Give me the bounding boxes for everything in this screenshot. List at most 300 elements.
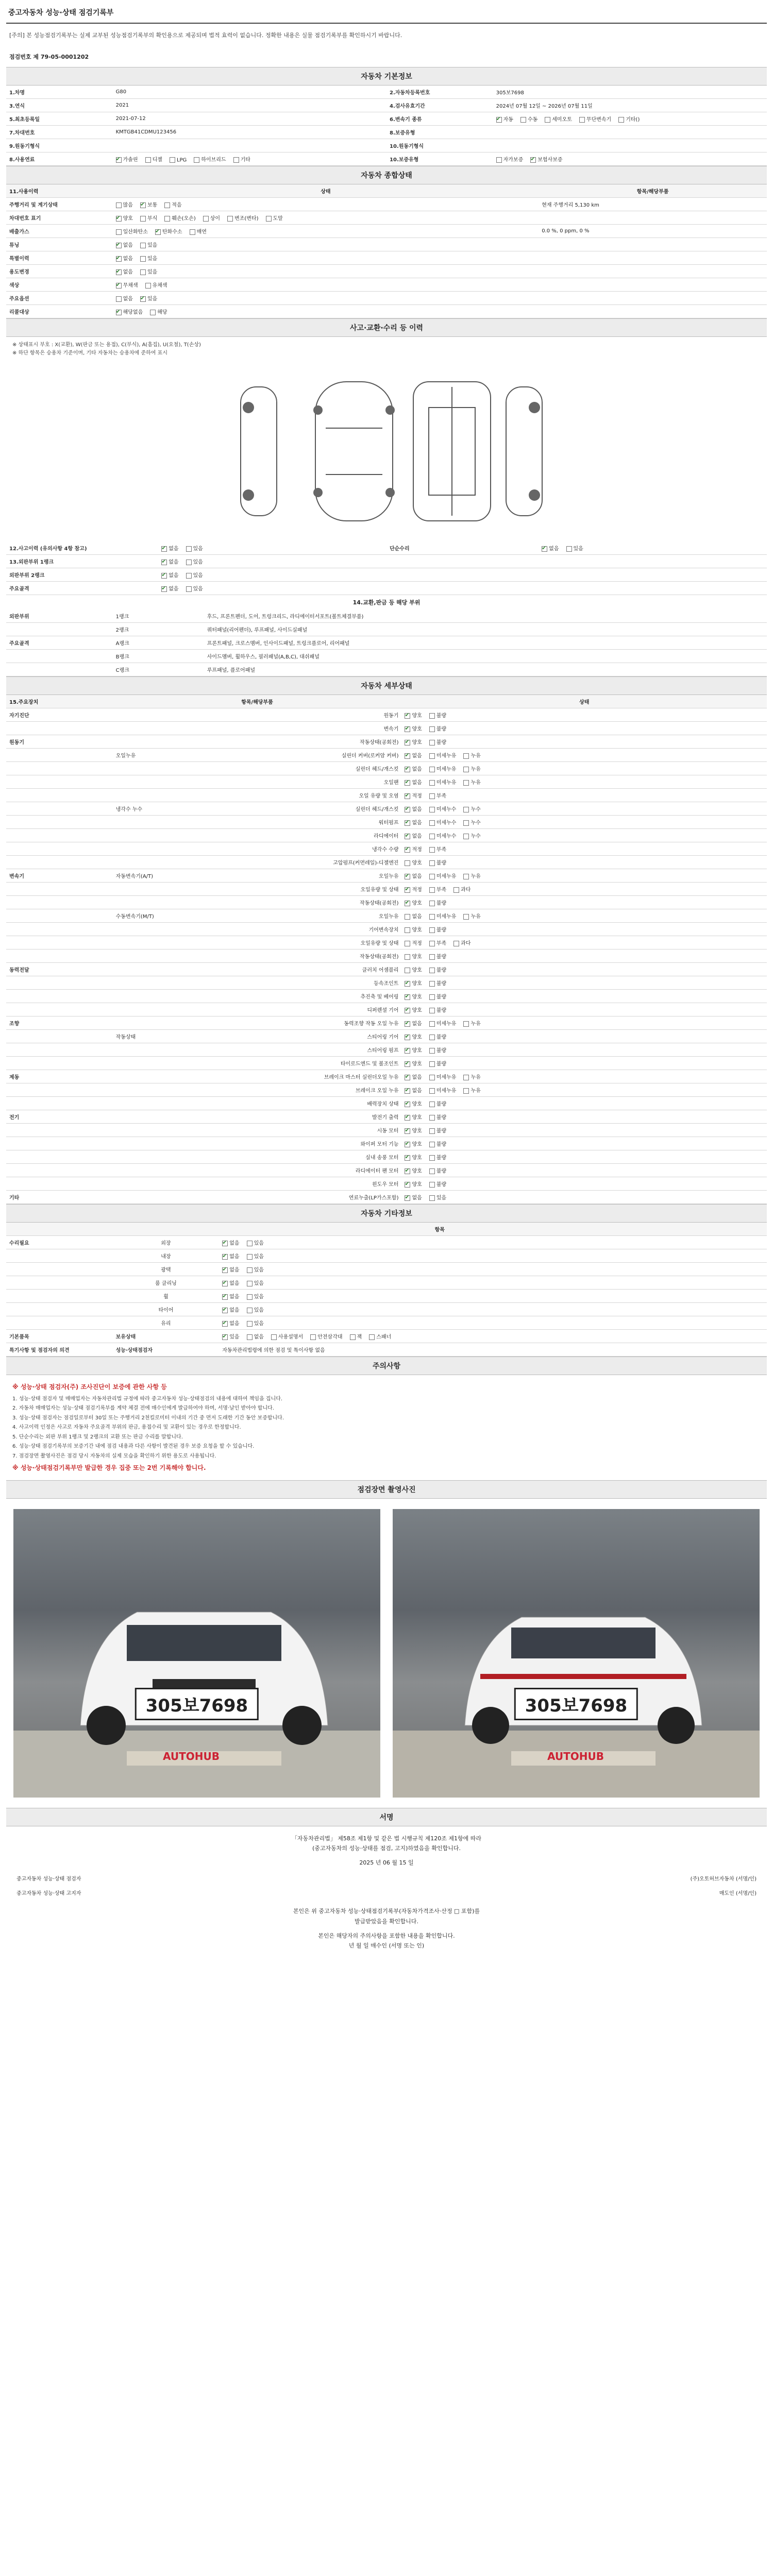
option[interactable] [247,1239,264,1246]
option[interactable] [116,155,138,163]
checkbox[interactable] [429,901,435,906]
checkbox[interactable] [140,296,146,302]
checkbox[interactable] [247,1334,253,1340]
checkbox[interactable] [405,834,410,839]
option[interactable] [203,214,220,222]
checkbox[interactable] [429,713,435,719]
checkbox[interactable] [463,807,469,812]
checkbox[interactable] [618,117,624,123]
option[interactable] [453,885,470,893]
option[interactable] [429,1059,446,1067]
option[interactable] [463,1019,480,1027]
checkbox[interactable] [405,1035,410,1040]
checkbox[interactable] [405,914,410,920]
checkbox[interactable] [405,1048,410,1054]
option[interactable] [271,1332,303,1340]
checkbox[interactable] [429,1115,435,1121]
option[interactable] [463,872,480,879]
checkbox[interactable] [161,586,167,592]
option[interactable] [429,1032,446,1040]
option[interactable] [429,832,457,839]
checkbox[interactable] [463,820,469,826]
option[interactable] [405,1046,422,1054]
option[interactable] [247,1252,264,1260]
option[interactable] [190,227,207,235]
checkbox[interactable] [405,1115,410,1121]
option[interactable] [405,738,422,745]
checkbox[interactable] [429,927,435,933]
checkbox[interactable] [222,1281,228,1286]
option[interactable] [405,724,422,732]
checkbox[interactable] [233,157,239,163]
option[interactable] [222,1252,239,1260]
checkbox[interactable] [405,1155,410,1161]
option[interactable] [405,965,422,973]
checkbox[interactable] [429,954,435,960]
checkbox[interactable] [247,1308,253,1313]
checkbox[interactable] [405,1182,410,1188]
checkbox[interactable] [140,256,146,262]
option[interactable] [247,1265,264,1273]
checkbox[interactable] [116,256,122,262]
option[interactable] [566,544,583,552]
option[interactable] [405,858,422,866]
checkbox[interactable] [405,767,410,772]
option[interactable] [429,925,446,933]
option[interactable] [405,818,422,826]
checkbox[interactable] [116,202,122,208]
checkbox[interactable] [369,1334,375,1340]
option[interactable] [429,1046,446,1054]
checkbox[interactable] [227,216,233,222]
option[interactable] [164,200,181,208]
option[interactable] [429,738,446,745]
checkbox[interactable] [429,1088,435,1094]
option[interactable] [463,778,480,786]
option[interactable] [429,858,446,866]
checkbox[interactable] [463,767,469,772]
checkbox[interactable] [429,968,435,973]
checkbox[interactable] [222,1241,228,1246]
checkbox[interactable] [186,586,192,592]
checkbox[interactable] [429,820,435,826]
option[interactable] [429,1140,446,1147]
option[interactable] [429,1180,446,1188]
checkbox[interactable] [247,1281,253,1286]
option[interactable] [429,1006,446,1013]
option[interactable] [164,214,195,222]
checkbox[interactable] [155,229,161,235]
checkbox[interactable] [405,981,410,987]
checkbox[interactable] [405,740,410,745]
option[interactable] [429,965,446,973]
option[interactable] [429,1126,446,1134]
option[interactable] [405,1140,422,1147]
checkbox[interactable] [405,807,410,812]
checkbox[interactable] [222,1254,228,1260]
checkbox[interactable] [496,117,502,123]
checkbox[interactable] [496,157,502,163]
checkbox[interactable] [186,573,192,579]
option[interactable] [429,912,457,920]
option[interactable] [405,925,422,933]
option[interactable] [530,155,562,163]
checkbox[interactable] [405,1168,410,1174]
checkbox[interactable] [405,941,410,946]
option[interactable] [429,885,446,893]
checkbox[interactable] [429,1195,435,1201]
option[interactable] [116,281,138,289]
option[interactable] [463,832,480,839]
option[interactable] [161,571,178,579]
option[interactable] [405,832,422,839]
option[interactable] [463,1073,480,1080]
checkbox[interactable] [405,887,410,893]
option[interactable] [247,1292,264,1300]
option[interactable] [405,711,422,719]
option[interactable] [405,992,422,1000]
checkbox[interactable] [186,546,192,552]
option[interactable] [463,765,480,772]
option[interactable] [222,1265,239,1273]
option[interactable] [405,899,422,906]
checkbox[interactable] [161,573,167,579]
checkbox[interactable] [161,546,167,552]
option[interactable] [140,241,157,248]
option[interactable] [496,115,513,123]
checkbox[interactable] [429,807,435,812]
checkbox[interactable] [429,1048,435,1054]
checkbox[interactable] [222,1334,228,1340]
option[interactable] [194,155,226,163]
option[interactable] [405,1059,422,1067]
checkbox[interactable] [405,874,410,879]
checkbox[interactable] [405,713,410,719]
checkbox[interactable] [429,1035,435,1040]
checkbox[interactable] [429,780,435,786]
checkbox[interactable] [222,1308,228,1313]
option[interactable] [140,294,157,302]
checkbox[interactable] [463,780,469,786]
checkbox[interactable] [463,834,469,839]
checkbox[interactable] [429,860,435,866]
checkbox[interactable] [429,1008,435,1013]
option[interactable] [155,227,182,235]
checkbox[interactable] [463,1075,469,1080]
checkbox[interactable] [429,1075,435,1080]
option[interactable] [405,885,422,893]
checkbox[interactable] [429,994,435,1000]
checkbox[interactable] [405,927,410,933]
option[interactable] [186,584,203,592]
checkbox[interactable] [186,560,192,565]
checkbox[interactable] [463,753,469,759]
checkbox[interactable] [161,560,167,565]
checkbox[interactable] [530,157,536,163]
option[interactable] [429,1193,446,1201]
checkbox[interactable] [405,1075,410,1080]
checkbox[interactable] [429,1142,435,1147]
option[interactable] [429,872,457,879]
checkbox[interactable] [453,941,459,946]
option[interactable] [429,765,457,772]
checkbox[interactable] [579,117,585,123]
checkbox[interactable] [429,1182,435,1188]
checkbox[interactable] [350,1334,356,1340]
option[interactable] [150,308,167,315]
option[interactable] [247,1279,264,1286]
checkbox[interactable] [203,216,209,222]
checkbox[interactable] [247,1294,253,1300]
option[interactable] [429,805,457,812]
checkbox[interactable] [429,887,435,893]
option[interactable] [350,1332,362,1340]
option[interactable] [161,557,178,565]
checkbox[interactable] [405,847,410,853]
option[interactable] [405,1006,422,1013]
checkbox[interactable] [429,874,435,879]
option[interactable] [405,805,422,812]
checkbox[interactable] [170,157,175,163]
checkbox[interactable] [247,1254,253,1260]
option[interactable] [429,1099,446,1107]
option[interactable] [405,1166,422,1174]
checkbox[interactable] [429,1101,435,1107]
checkbox[interactable] [190,229,195,235]
option[interactable] [405,872,422,879]
option[interactable] [429,992,446,1000]
checkbox[interactable] [429,767,435,772]
checkbox[interactable] [116,216,122,222]
checkbox[interactable] [145,283,151,289]
checkbox[interactable] [247,1267,253,1273]
checkbox[interactable] [140,269,146,275]
option[interactable] [116,294,133,302]
option[interactable] [429,939,446,946]
checkbox[interactable] [429,726,435,732]
option[interactable] [405,765,422,772]
option[interactable] [161,584,178,592]
checkbox[interactable] [453,887,459,893]
checkbox[interactable] [405,1142,410,1147]
option[interactable] [369,1332,391,1340]
option[interactable] [405,1153,422,1161]
checkbox[interactable] [545,117,550,123]
option[interactable] [186,571,203,579]
option[interactable] [233,155,250,163]
option[interactable] [429,1073,457,1080]
option[interactable] [405,912,422,920]
checkbox[interactable] [429,1061,435,1067]
option[interactable] [405,939,422,946]
option[interactable] [405,791,422,799]
checkbox[interactable] [140,202,146,208]
checkbox[interactable] [463,1021,469,1027]
option[interactable] [116,214,133,222]
checkbox[interactable] [405,1101,410,1107]
option[interactable] [463,912,480,920]
checkbox[interactable] [116,229,122,235]
checkbox[interactable] [247,1321,253,1327]
checkbox[interactable] [150,310,156,315]
option[interactable] [405,1113,422,1121]
checkbox[interactable] [405,820,410,826]
option[interactable] [405,778,422,786]
option[interactable] [429,952,446,960]
checkbox[interactable] [405,726,410,732]
option[interactable] [405,1099,422,1107]
checkbox[interactable] [463,1088,469,1094]
checkbox[interactable] [405,968,410,973]
option[interactable] [429,1166,446,1174]
option[interactable] [247,1319,264,1327]
option[interactable] [429,1153,446,1161]
option[interactable] [222,1319,239,1327]
option[interactable] [161,544,178,552]
option[interactable] [140,254,157,262]
option[interactable] [405,952,422,960]
checkbox[interactable] [116,296,122,302]
checkbox[interactable] [405,1061,410,1067]
option[interactable] [405,751,422,759]
option[interactable] [140,214,157,222]
option[interactable] [429,899,446,906]
checkbox[interactable] [520,117,526,123]
checkbox[interactable] [429,941,435,946]
checkbox[interactable] [116,243,122,248]
option[interactable] [116,254,133,262]
checkbox[interactable] [271,1334,277,1340]
option[interactable] [140,200,157,208]
checkbox[interactable] [145,157,151,163]
option[interactable] [186,557,203,565]
checkbox[interactable] [405,780,410,786]
checkbox[interactable] [116,157,122,163]
option[interactable] [429,778,457,786]
option[interactable] [463,751,480,759]
checkbox[interactable] [566,546,572,552]
option[interactable] [545,115,572,123]
checkbox[interactable] [140,216,146,222]
checkbox[interactable] [429,1155,435,1161]
option[interactable] [429,724,446,732]
checkbox[interactable] [429,1128,435,1134]
checkbox[interactable] [405,793,410,799]
option[interactable] [429,1086,457,1094]
option[interactable] [405,979,422,987]
option[interactable] [463,805,480,812]
option[interactable] [222,1239,239,1246]
checkbox[interactable] [429,1021,435,1027]
option[interactable] [463,818,480,826]
checkbox[interactable] [247,1241,253,1246]
option[interactable] [618,115,640,123]
option[interactable] [222,1292,239,1300]
checkbox[interactable] [405,954,410,960]
option[interactable] [116,227,148,235]
checkbox[interactable] [116,269,122,275]
checkbox[interactable] [405,1021,410,1027]
option[interactable] [405,845,422,853]
checkbox[interactable] [463,914,469,920]
option[interactable] [520,115,537,123]
checkbox[interactable] [222,1294,228,1300]
option[interactable] [186,544,203,552]
option[interactable] [247,1332,264,1340]
checkbox[interactable] [429,1168,435,1174]
checkbox[interactable] [310,1334,316,1340]
option[interactable] [542,544,559,552]
option[interactable] [116,241,133,248]
checkbox[interactable] [429,834,435,839]
checkbox[interactable] [405,1088,410,1094]
checkbox[interactable] [140,243,146,248]
option[interactable] [429,791,446,799]
option[interactable] [170,157,187,163]
option[interactable] [429,979,446,987]
option[interactable] [579,115,611,123]
checkbox[interactable] [405,901,410,906]
checkbox[interactable] [194,157,199,163]
checkbox[interactable] [429,914,435,920]
option[interactable] [116,308,143,315]
option[interactable] [429,818,457,826]
option[interactable] [247,1306,264,1313]
checkbox[interactable] [116,310,122,315]
option[interactable] [405,1126,422,1134]
option[interactable] [116,200,133,208]
option[interactable] [222,1279,239,1286]
option[interactable] [266,214,283,222]
option[interactable] [145,155,162,163]
checkbox[interactable] [429,847,435,853]
checkbox[interactable] [405,1008,410,1013]
checkbox[interactable] [164,202,170,208]
checkbox[interactable] [405,994,410,1000]
option[interactable] [405,1180,422,1188]
checkbox[interactable] [429,753,435,759]
option[interactable] [429,1113,446,1121]
option[interactable] [222,1332,239,1340]
option[interactable] [429,751,457,759]
option[interactable] [429,845,446,853]
option[interactable] [405,1019,422,1027]
checkbox[interactable] [116,283,122,289]
checkbox[interactable] [164,216,170,222]
checkbox[interactable] [429,981,435,987]
checkbox[interactable] [405,1195,410,1201]
option[interactable] [140,267,157,275]
option[interactable] [405,1086,422,1094]
checkbox[interactable] [405,1128,410,1134]
checkbox[interactable] [222,1321,228,1327]
option[interactable] [145,281,167,289]
option[interactable] [429,711,446,719]
checkbox[interactable] [266,216,272,222]
option[interactable] [222,1306,239,1313]
option[interactable] [496,155,524,163]
checkbox[interactable] [463,874,469,879]
option[interactable] [405,1032,422,1040]
option[interactable] [227,214,258,222]
option[interactable] [429,1019,457,1027]
checkbox[interactable] [429,793,435,799]
option[interactable] [405,1073,422,1080]
option[interactable] [463,1086,480,1094]
option[interactable] [453,939,470,946]
checkbox[interactable] [405,753,410,759]
checkbox[interactable] [222,1267,228,1273]
